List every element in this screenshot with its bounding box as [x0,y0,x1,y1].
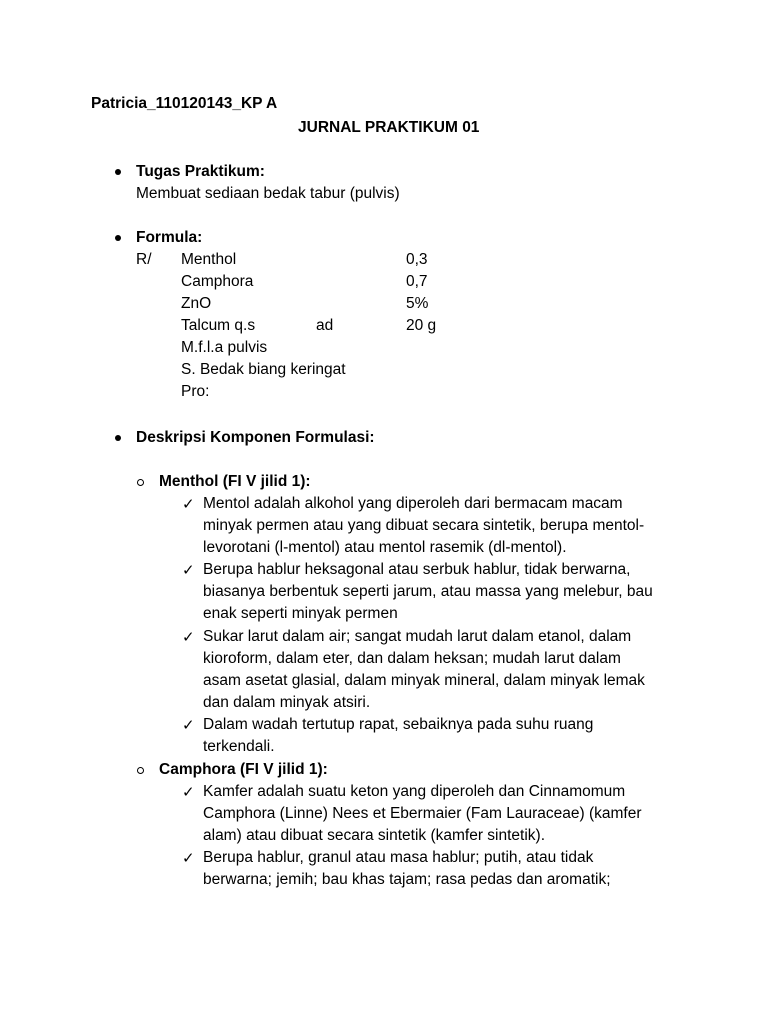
formula-amount: 0,3 [406,251,428,268]
camphora-line: alam) atau dibuat secara sintetik (kamfer sintetik). [203,827,545,844]
formula-amount: 20 g [406,317,437,334]
camphora-line: Camphora (Linne) Nees et Ebermaier (Fam Lauraceae) (kamfer [203,805,642,822]
menthol-line: Mentol adalah alkohol yang diperoleh dari bermacam macam [203,495,623,512]
author-line: Patricia_110120143_KP A [91,95,278,112]
formula-heading: Formula: [136,229,203,246]
menthol-line: kioroform, dalam eter, dan dalam heksan; mudah larut dalam [203,650,621,667]
bullet-icon [115,435,121,441]
menthol-line: Sukar larut dalam air; sangat mudah larut dalam etanol, dalam [203,628,632,645]
formula-ingredient: Camphora [181,273,254,290]
deskripsi-heading: Deskripsi Komponen Formulasi: [136,429,375,446]
formula-ingredient: Menthol [181,251,237,268]
circle-bullet-icon [137,767,144,774]
menthol-line: asam asetat glasial, dalam minyak mineral, dalam minyak lemak [203,672,645,689]
checkmark-icon: ✓ [182,716,195,734]
menthol-line: biasanya berbentuk seperti jarum, atau massa yang melebur, bau [203,583,653,600]
tugas-heading: Tugas Praktikum: [136,163,265,180]
checkmark-icon: ✓ [182,628,195,646]
checkmark-icon: ✓ [182,561,195,579]
page-title: JURNAL PRAKTIKUM 01 [298,119,480,136]
circle-bullet-icon [137,479,144,486]
checkmark-icon: ✓ [182,783,195,801]
formula-signa: S. Bedak biang keringat [181,361,346,378]
formula-prefix: R/ [136,251,152,268]
menthol-line: Dalam wadah tertutup rapat, sebaiknya pada suhu ruang [203,716,594,733]
checkmark-icon: ✓ [182,495,195,513]
formula-pro: Pro: [181,383,210,400]
menthol-line: levorotani (l-mentol) atau mentol rasemik (dl-mentol). [203,539,567,556]
camphora-heading: Camphora (FI V jilid 1): [159,761,328,778]
formula-ingredient: ZnO [181,295,212,312]
formula-ad: ad [316,317,334,334]
formula-amount: 5% [406,295,429,312]
menthol-line: enak seperti minyak permen [203,605,398,622]
bullet-icon [115,235,121,241]
camphora-line: Berupa hablur, granul atau masa hablur; putih, atau tidak [203,849,594,866]
camphora-line: berwarna; jemih; bau khas tajam; rasa pedas dan aromatik; [203,871,611,888]
formula-amount: 0,7 [406,273,428,290]
camphora-line: Kamfer adalah suatu keton yang diperoleh dan Cinnamomum [203,783,626,800]
tugas-text: Membuat sediaan bedak tabur (pulvis) [136,185,400,202]
menthol-heading: Menthol (FI V jilid 1): [159,473,311,490]
menthol-line: dan dalam minyak atsiri. [203,694,371,711]
menthol-line: minyak permen atau yang dibuat secara sintetik, berupa mentol- [203,517,645,534]
checkmark-icon: ✓ [182,849,195,867]
menthol-line: Berupa hablur heksagonal atau serbuk hablur, tidak berwarna, [203,561,631,578]
menthol-line: terkendali. [203,738,275,755]
formula-ingredient: Talcum q.s [181,317,256,334]
bullet-icon [115,169,121,175]
formula-instruction: M.f.l.a pulvis [181,339,268,356]
